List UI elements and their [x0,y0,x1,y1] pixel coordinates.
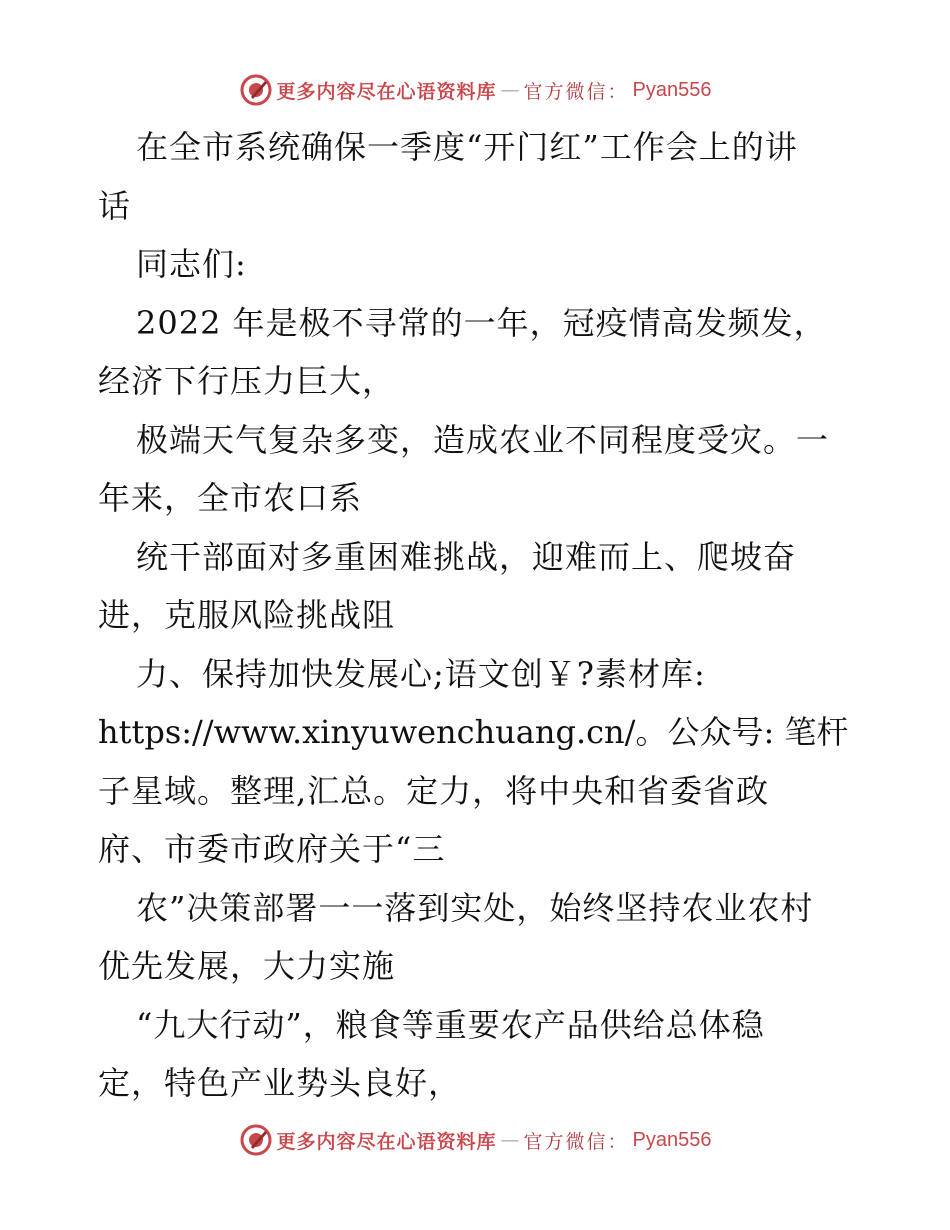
text-line: 进，克服风险挑战阻 [98,596,396,634]
banner-separator: — [500,79,520,101]
banner-brand-text: 更多内容尽在心语资料库 [276,1130,497,1153]
title-line-1: 在全市系统确保一季度“开门红”工作会上的讲 [136,128,798,166]
text-line: 力、保持加快发展心;语文创￥?素材库: [136,654,706,693]
text-line-url: https://www.xinyuwenchuang.cn/。公众号: 笔杆 [98,713,849,751]
banner-wechat-label: 官方微信： [523,1130,629,1153]
salutation: 同志们: [136,245,247,283]
banner-wechat-label: 官方微信： [523,80,629,103]
text-line: “九大行动”，粮食等重要农产品供给总体稳 [136,1005,765,1044]
title-line-2: 话 [98,186,132,225]
text-line: 农”决策部署一一落到实处，始终坚持农业农村 [136,888,814,927]
text-line: 优先发展，大力实施 [98,947,396,985]
text-line: 府、市委市政府关于“三 [98,830,446,868]
text-line: 经济下行压力巨大， [98,362,396,400]
banner-brand-text: 更多内容尽在心语资料库 [276,80,497,103]
brand-logo-icon [239,73,273,107]
text-line: 定，特色产业势头良好， [98,1064,462,1102]
footer-watermark-banner [0,1120,950,1160]
text-line: 2022 年是极不寻常的一年，冠疫情高发频发， [136,303,827,342]
brand-logo-icon [239,1123,273,1157]
banner-wechat-id: Pyan556 [632,1128,712,1151]
banner-wechat-id: Pyan556 [632,78,712,101]
header-watermark-banner [0,70,950,110]
text-line: 子星域。整理,汇总。定力，将中央和省委省政 [98,771,770,810]
text-line: 统干部面对多重困难挑战，迎难而上、爬坡奋 [136,537,797,576]
text-line: 极端天气复杂多变，造成农业不同程度受灾。一 [136,420,830,459]
document-body [98,118,858,1113]
banner-separator: — [500,1129,520,1151]
text-line: 年来，全市农口系 [98,479,363,517]
